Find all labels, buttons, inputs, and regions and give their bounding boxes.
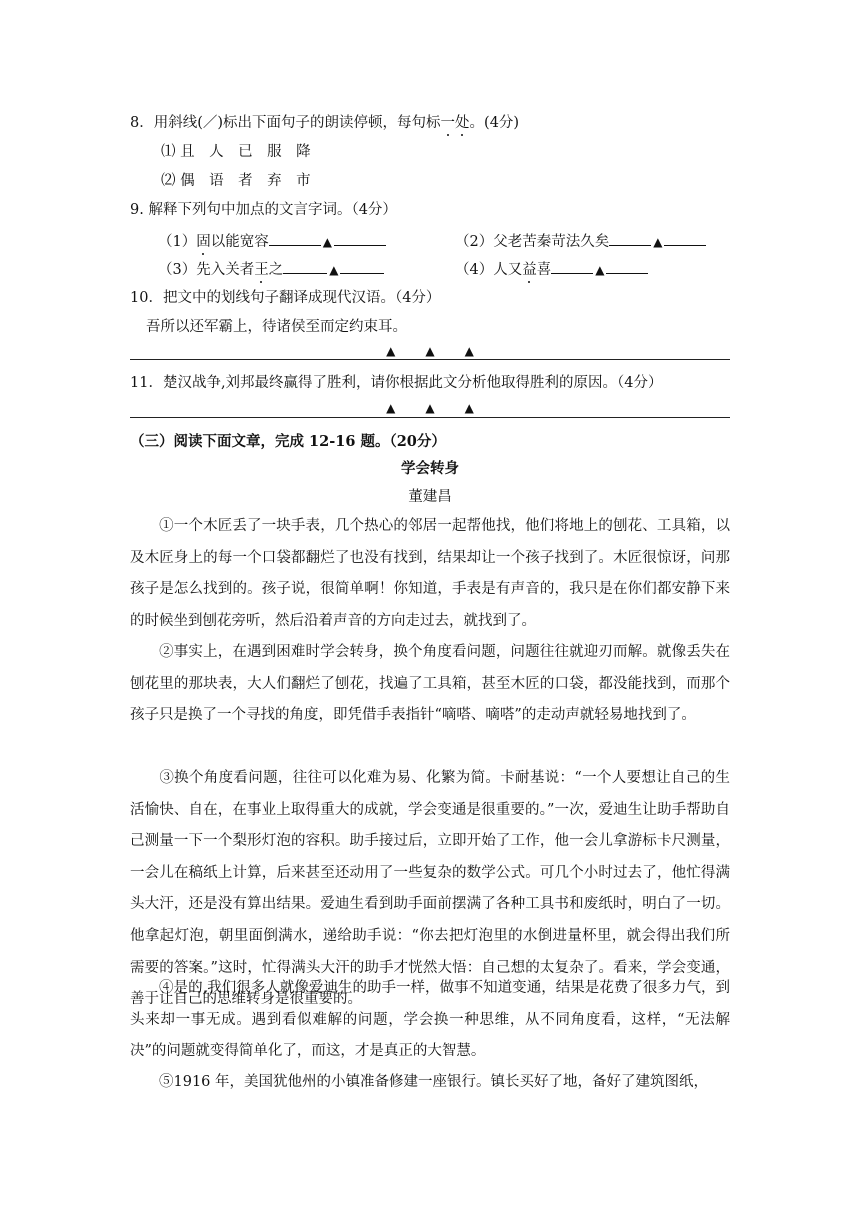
article-paragraph-4 bbox=[130, 973, 730, 1068]
article-title: 学会转身 bbox=[401, 460, 459, 477]
q9-item-4-suffix: 喜 bbox=[536, 262, 552, 278]
q9-item-3-text: （3）先入关者 bbox=[158, 262, 255, 278]
answer-marker: ▲ bbox=[386, 344, 396, 358]
section-3-heading: （三）阅读下面文章，完成 12-16 题。（20分） bbox=[130, 433, 446, 450]
paragraph-text: ④是的,我们很多人就像爱迪生的助手一样，做事不知道变通，结果是花费了很多力气，到头来却一事无成。遇到看似难解的问题，学会换一种思维，从不同角度看，这样，“无法解决”的问题就变得简单化了，而这，才是真正的大智慧。 bbox=[130, 980, 730, 1060]
q8-item-1: ⑴ 且 人 已 服 降 bbox=[161, 144, 311, 160]
answer-blank[interactable] bbox=[609, 231, 651, 246]
paragraph-text: ③换个角度看问题，往往可以化难为易、化繁为简。卡耐基说：“一个人要想让自己的生活愉快、自在，在事业上取得重大的成就，学会变通是很重要的。”一次，爱迪生让助手帮助自己测量一下一个梨形灯泡的容积。助手接过后，立即开始了工作，他一会儿拿游标卡尺测量，一会儿在稿纸上计算，后来甚至还动用了一些复杂的数学公式。可几个小时过去了，他忙得满头大汗，还是没有算出结果。爱迪生看到助手面前摆满了各种工具书和废纸时，明白了一切。他拿起灯泡，朝里面倒满水，递给助手说：“你去把灯泡里的水倒进量杯里，就会得出我们所需要的答案。”这时，忙得满头大汗的助手才恍然大悟：自己想的太复杂了。看来，学会变通，善于让自己的思维转身是很重要的。 bbox=[130, 770, 730, 1008]
answer-marker: ▲ bbox=[425, 401, 435, 415]
q9-item-1-dotted: 固 bbox=[196, 234, 211, 250]
q10-answer-line[interactable] bbox=[130, 359, 730, 360]
q8-stem bbox=[130, 113, 519, 133]
q10-stem: 10．把文中的划线句子翻译成现代汉语。（4分） bbox=[130, 290, 441, 306]
q9-item-4-dotted: 益 bbox=[522, 262, 537, 278]
q8-dotted-char-1: 一 bbox=[440, 115, 456, 131]
answer-blank[interactable] bbox=[664, 231, 706, 246]
answer-blank[interactable] bbox=[283, 259, 327, 274]
q8-item-2: ⑵ 偶 语 者 弃 市 bbox=[161, 173, 311, 189]
q8-dotted-char-2: 处 bbox=[455, 115, 470, 131]
q9-stem: 9. 解释下列句中加点的文言字词。（4分） bbox=[130, 202, 397, 218]
answer-blank[interactable] bbox=[606, 259, 648, 274]
answer-blank[interactable] bbox=[269, 231, 321, 246]
answer-marker: ▲ bbox=[322, 235, 332, 249]
q9-item-1-number: （1） bbox=[158, 234, 197, 250]
q9-item-2-text: （2）父老苦秦苛法久矣 bbox=[455, 234, 610, 250]
q9-item-1-text: 以能宽容 bbox=[210, 234, 269, 250]
q9-item-3 bbox=[158, 259, 384, 280]
q9-item-1 bbox=[158, 231, 386, 252]
answer-blank[interactable] bbox=[551, 259, 593, 274]
answer-blank[interactable] bbox=[334, 231, 386, 246]
paragraph-text: ①一个木匠丢了一块手表，几个热心的邻居一起帮他找，他们将地上的刨花、工具箱，以及木匠身上的每一个口袋都翻烂了也没有找到，结果却让一个孩子找到了。木匠很惊讶，问那孩子是怎么找到的。孩子说，很简单啊！你知道，手表是有声音的，我只是在你们都安静下来的时候坐到刨花旁听，然后沿着声音的方向走过去，就找到了。 bbox=[130, 518, 730, 629]
answer-marker: ▲ bbox=[464, 344, 474, 358]
article-paragraph-1 bbox=[130, 511, 730, 637]
q11-answer-markers bbox=[0, 401, 860, 415]
q9-item-3-dotted: 王 bbox=[254, 262, 269, 278]
q11-answer-line[interactable] bbox=[130, 417, 730, 418]
q8-stem-text: 8．用斜线(／)标出下面句子的朗读停顿，每句标 bbox=[130, 115, 441, 131]
q11-stem: 11．楚汉战争,刘邦最终赢得了胜利，请你根据此文分析他取得胜利的原因。（4分） bbox=[130, 375, 663, 391]
q10-sentence: 吾所以还军霸上，待诸侯至而定约束耳。 bbox=[146, 319, 407, 335]
q9-item-2 bbox=[455, 231, 706, 252]
paragraph-text: ⑤1916 年，美国犹他州的小镇准备修建一座银行。镇长买好了地，备好了建筑图纸， bbox=[159, 1074, 709, 1090]
q8-stem-score: 。(4分) bbox=[469, 115, 520, 131]
article-paragraph-5 bbox=[130, 1067, 730, 1099]
answer-marker: ▲ bbox=[464, 401, 474, 415]
answer-marker: ▲ bbox=[329, 263, 339, 277]
answer-marker: ▲ bbox=[595, 263, 605, 277]
q9-item-4-text: （4）人又 bbox=[455, 262, 523, 278]
answer-blank[interactable] bbox=[340, 259, 384, 274]
answer-marker: ▲ bbox=[386, 401, 396, 415]
answer-marker: ▲ bbox=[653, 235, 663, 249]
q10-answer-markers bbox=[0, 344, 860, 358]
q9-item-4 bbox=[455, 259, 648, 280]
answer-marker: ▲ bbox=[425, 344, 435, 358]
paragraph-text: ②事实上，在遇到困难时学会转身，换个角度看问题，问题往往就迎刃而解。就像丢失在刨花里的那块表，大人们翻烂了刨花，找遍了工具箱，甚至木匠的口袋，都没能找到，而那个孩子只是换了一个寻找的角度，即凭借手表指针“嘀嗒、嘀嗒”的走动声就轻易地找到了。 bbox=[130, 644, 730, 724]
q9-item-3-suffix: 之 bbox=[268, 262, 284, 278]
article-author: 董建昌 bbox=[408, 489, 452, 505]
article-paragraph-2 bbox=[130, 637, 730, 732]
